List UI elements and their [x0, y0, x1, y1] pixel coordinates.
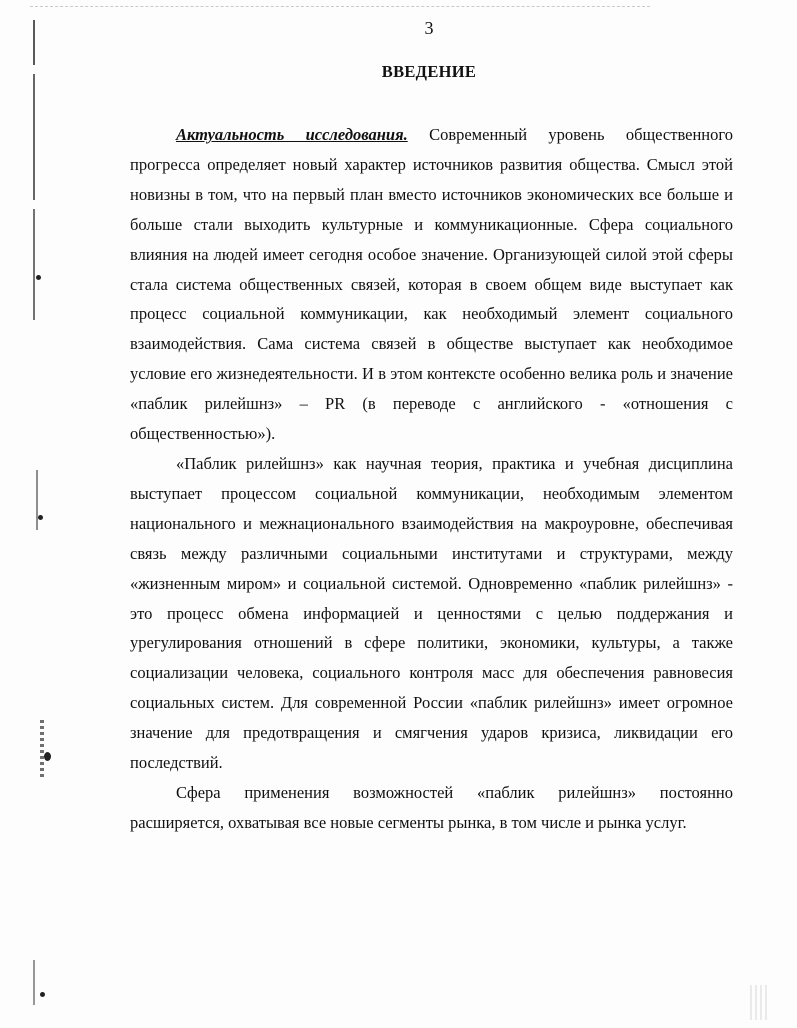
paragraph-text: Современный уровень общественного прогресса определяет новый характер источников развития общества. Смысл этой новизны в том, что на первый план вместо источников экономических все больше и больше стали выходить культурные и коммуникационные. Сфера социального влияния на людей имеет сегодня особое значение. Организующей силой этой сферы стала система общественных связей, которая в своем общем виде выступает как процесс социальной коммуникации, как необходимый элемент социального взаимодействия. Сама система связей в обществе выступает как необходимое условие его жизнедеятельности. И в этом контексте особенно велика роль и значение «паблик рилейшнз» – PR (в переводе с английского - «отношения с общественностью»). — [130, 125, 733, 444]
scan-artifact-dot — [38, 515, 43, 520]
paragraph-2 — [130, 449, 733, 778]
paragraph-1 — [130, 120, 733, 449]
scan-artifact-dot — [36, 275, 41, 280]
paragraph-text: Сфера применения возможностей «паблик рилейшнз» постоянно расширяется, охватывая все новые сегменты рынка, в том числе и рынка услуг. — [130, 782, 733, 832]
scan-artifact-dot — [44, 752, 51, 761]
scan-artifact-left-edge-middle — [36, 470, 38, 530]
page-title: ВВЕДЕНИЕ — [381, 62, 477, 81]
paragraph-text: «Паблик рилейшнз» как научная теория, практика и учебная дисциплина выступает процессом социальной коммуникации, необходимым элементом национального и межнационального взаимодействия на макроуровне, обеспечивая связь между различными социальными институтами и структурами, между «жизненным миром» и социальной системой. Одновременно «паблик рилейшнз» - это процесс обмена информацией и ценностями с целью поддержания и урегулирования отношений в сфере политики, экономики, культуры, а также социализации человека, социального контроля масс для обеспечения равновесия социальных систем. Для современной России «паблик рилейшнз» имеет огромное значение для предотвращения и смягчения ударов кризиса, ликвидации его последствий. — [130, 453, 733, 773]
scan-artifact-dot — [40, 992, 45, 997]
scan-artifact-right-noise — [750, 985, 768, 1020]
scan-artifact-bottom-edge — [33, 960, 35, 1005]
scan-artifact-left-smudge — [40, 720, 44, 780]
scan-artifact-top-line — [30, 6, 650, 7]
document-body — [130, 120, 733, 838]
paragraph-lead: Актуальность исследования. — [176, 125, 408, 144]
paragraph-3 — [130, 778, 733, 838]
page-number: 3 — [424, 18, 434, 38]
